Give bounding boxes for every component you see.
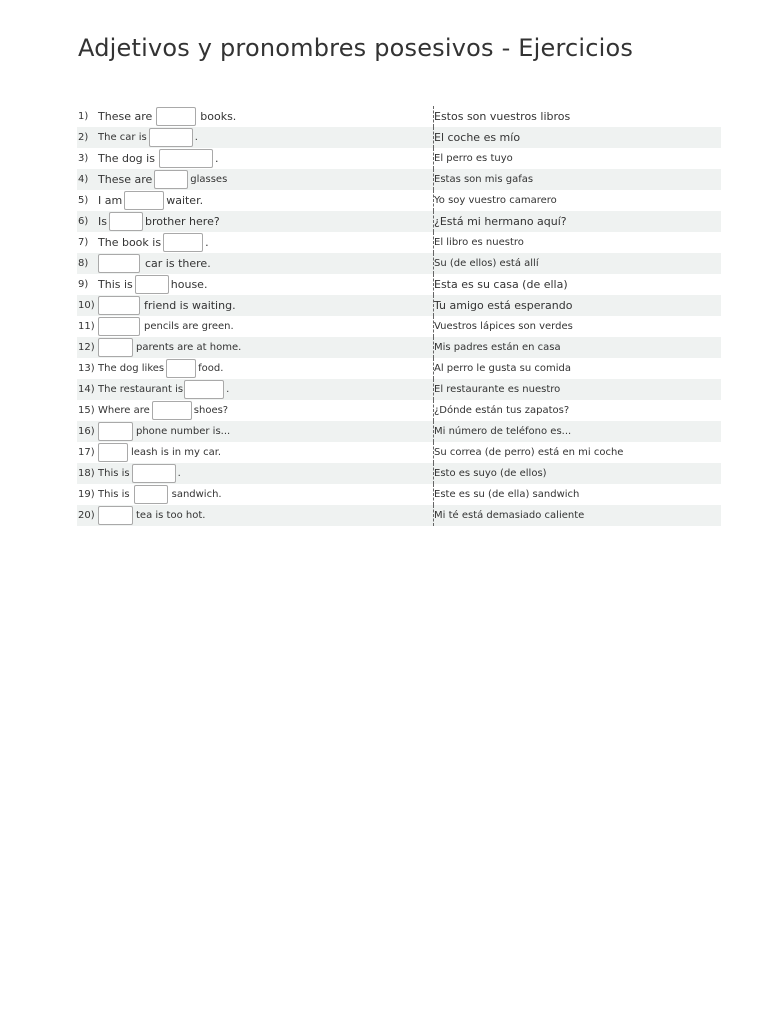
answer-input[interactable] — [98, 422, 133, 441]
sentence-after: parents are at home. — [136, 342, 242, 353]
exercise-row-16 — [77, 421, 721, 442]
sentence-before: These are — [98, 110, 153, 123]
spanish-translation: Estos son vuestros libros — [434, 110, 571, 123]
answer-input[interactable] — [159, 149, 213, 168]
exercise-row-17 — [77, 442, 721, 463]
sentence-before: The restaurant is — [98, 384, 184, 395]
spanish-translation: Mis padres están en casa — [434, 342, 561, 353]
exercise-row-9 — [77, 274, 721, 295]
exercise-number: 16) — [78, 426, 95, 437]
exercise-number: 12) — [78, 342, 95, 353]
exercise-row-7 — [77, 232, 721, 253]
sentence-after: leash is in my car. — [131, 447, 222, 458]
spanish-translation: ¿Dónde están tus zapatos? — [434, 405, 570, 416]
exercise-row-19 — [77, 484, 721, 505]
english-sentence — [98, 400, 228, 421]
spanish-translation: El libro es nuestro — [434, 237, 524, 248]
spanish-translation: Esto es suyo (de ellos) — [434, 468, 547, 479]
exercise-number: 2) — [78, 132, 89, 143]
exercise-table — [77, 106, 721, 526]
sentence-before: This is — [98, 468, 130, 479]
sentence-after: . — [177, 468, 181, 479]
sentence-after: books. — [200, 110, 237, 123]
exercise-number: 8) — [78, 258, 89, 269]
exercise-row-13 — [77, 358, 721, 379]
answer-input[interactable] — [98, 506, 133, 525]
sentence-before: Is — [98, 215, 107, 228]
sentence-before: The book is — [98, 236, 162, 249]
sentence-after: . — [226, 384, 230, 395]
answer-input[interactable] — [132, 464, 176, 483]
answer-input[interactable] — [184, 380, 224, 399]
english-sentence — [98, 421, 230, 442]
answer-input[interactable] — [124, 191, 164, 210]
spanish-translation: El restaurante es nuestro — [434, 384, 561, 395]
exercise-number: 18) — [78, 468, 95, 479]
exercise-number: 19) — [78, 489, 95, 500]
answer-input[interactable] — [154, 170, 188, 189]
spanish-translation: El perro es tuyo — [434, 153, 513, 164]
answer-input[interactable] — [149, 128, 193, 147]
sentence-before: These are — [98, 173, 153, 186]
english-sentence — [98, 211, 220, 232]
english-sentence — [98, 274, 207, 295]
english-sentence — [98, 337, 241, 358]
exercise-number: 13) — [78, 363, 95, 374]
sentence-after: . — [205, 236, 209, 249]
answer-input[interactable] — [98, 254, 140, 273]
sentence-before: The car is — [98, 132, 147, 143]
answer-input[interactable] — [98, 338, 133, 357]
sentence-after: . — [194, 132, 198, 143]
spanish-translation: Mi número de teléfono es... — [434, 426, 572, 437]
sentence-before: I am — [98, 194, 123, 207]
answer-input[interactable] — [98, 296, 140, 315]
spanish-translation: Su correa (de perro) está en mi coche — [434, 447, 624, 458]
sentence-after: tea is too hot. — [136, 510, 206, 521]
spanish-translation: Mi té está demasiado caliente — [434, 510, 585, 521]
spanish-translation: Esta es su casa (de ella) — [434, 278, 568, 291]
english-sentence — [98, 316, 234, 337]
answer-input[interactable] — [98, 317, 140, 336]
sentence-after: glasses — [190, 174, 228, 185]
exercise-row-6 — [77, 211, 721, 232]
spanish-translation: Al perro le gusta su comida — [434, 363, 571, 374]
answer-input[interactable] — [135, 275, 169, 294]
sentence-after: car is there. — [145, 257, 211, 270]
sentence-before: The dog likes — [98, 363, 165, 374]
exercise-row-1 — [77, 106, 721, 127]
sentence-after: friend is waiting. — [144, 299, 236, 312]
english-sentence — [98, 253, 211, 274]
sentence-before: Where are — [98, 405, 150, 416]
sentence-after: sandwich. — [171, 489, 222, 500]
english-sentence — [98, 169, 227, 190]
answer-input[interactable] — [109, 212, 143, 231]
exercise-number: 1) — [78, 111, 89, 122]
english-sentence — [98, 358, 223, 379]
spanish-translation: Tu amigo está esperando — [434, 299, 573, 312]
sentence-after: waiter. — [166, 194, 204, 207]
exercise-row-5 — [77, 190, 721, 211]
sentence-before: The dog is — [98, 152, 155, 165]
sentence-before: This is — [98, 278, 133, 291]
exercise-number: 3) — [78, 153, 89, 164]
sentence-after: shoes? — [193, 405, 229, 416]
exercise-number: 6) — [78, 216, 89, 227]
spanish-translation: Este es su (de ella) sandwich — [434, 489, 580, 500]
english-sentence — [98, 484, 222, 505]
answer-input[interactable] — [166, 359, 196, 378]
exercise-row-12 — [77, 337, 721, 358]
sentence-after: . — [214, 152, 219, 165]
exercise-number: 10) — [78, 300, 95, 311]
exercise-row-4 — [77, 169, 721, 190]
english-sentence — [98, 463, 181, 484]
exercise-number: 5) — [78, 195, 89, 206]
exercise-row-2 — [77, 127, 721, 148]
exercise-number: 7) — [78, 237, 89, 248]
english-sentence — [98, 505, 205, 526]
page-title: Adjetivos y pronombres posesivos - Ejercicios — [78, 34, 634, 62]
exercise-row-20 — [77, 505, 721, 526]
exercise-number: 4) — [78, 174, 89, 185]
exercise-number: 14) — [78, 384, 95, 395]
english-sentence — [98, 127, 198, 148]
exercise-row-18 — [77, 463, 721, 484]
exercise-number: 9) — [78, 279, 89, 290]
answer-input[interactable] — [156, 107, 196, 126]
exercise-number: 11) — [78, 321, 95, 332]
exercise-row-14 — [77, 379, 721, 400]
exercise-row-11 — [77, 316, 721, 337]
answer-input[interactable] — [152, 401, 192, 420]
exercise-row-10 — [77, 295, 721, 316]
sentence-after: food. — [198, 363, 224, 374]
exercise-number: 15) — [78, 405, 95, 416]
english-sentence — [98, 148, 218, 169]
spanish-translation: Estas son mis gafas — [434, 174, 534, 185]
spanish-translation: Vuestros lápices son verdes — [434, 321, 573, 332]
sentence-after: pencils are green. — [144, 321, 234, 332]
spanish-translation: ¿Está mi hermano aquí? — [434, 215, 567, 228]
answer-input[interactable] — [134, 485, 168, 504]
exercise-row-8 — [77, 253, 721, 274]
answer-input[interactable] — [98, 443, 128, 462]
english-sentence — [98, 295, 236, 316]
sentence-before: This is — [98, 489, 130, 500]
exercise-row-3 — [77, 148, 721, 169]
exercise-number: 17) — [78, 447, 95, 458]
english-sentence — [98, 106, 236, 127]
english-sentence — [98, 232, 209, 253]
exercise-row-15 — [77, 400, 721, 421]
answer-input[interactable] — [163, 233, 203, 252]
english-sentence — [98, 379, 229, 400]
exercise-number: 20) — [78, 510, 95, 521]
spanish-translation: El coche es mío — [434, 131, 521, 144]
sentence-after: brother here? — [144, 215, 220, 228]
spanish-translation: Su (de ellos) está allí — [434, 258, 539, 269]
english-sentence — [98, 442, 221, 463]
spanish-translation: Yo soy vuestro camarero — [434, 195, 557, 206]
english-sentence — [98, 190, 203, 211]
sentence-after: house. — [170, 278, 208, 291]
sentence-after: phone number is... — [136, 426, 231, 437]
